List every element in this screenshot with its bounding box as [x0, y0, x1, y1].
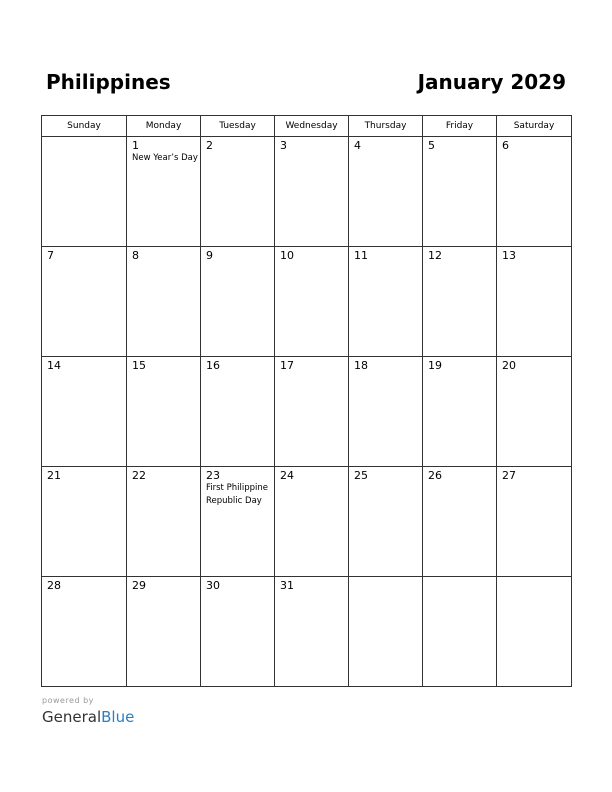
- week-row: [42, 577, 572, 687]
- day-number: 29: [132, 579, 146, 592]
- day-cell: [127, 577, 201, 687]
- day-number: 8: [132, 249, 139, 262]
- week-row: [42, 137, 572, 247]
- day-cell: [497, 467, 572, 577]
- calendar-header: [46, 70, 566, 100]
- day-number: 15: [132, 359, 146, 372]
- day-number: 11: [354, 249, 368, 262]
- day-number: 19: [428, 359, 442, 372]
- holiday-label: New Year’s Day: [132, 153, 198, 163]
- week-row: [42, 467, 572, 577]
- day-cell: [201, 577, 275, 687]
- day-number: 14: [47, 359, 61, 372]
- day-cell: [42, 357, 127, 467]
- day-cell: [127, 467, 201, 577]
- weekday-thursday: Thursday: [349, 116, 423, 137]
- day-number: 16: [206, 359, 220, 372]
- calendar-grid: [41, 115, 572, 687]
- day-number: 18: [354, 359, 368, 372]
- day-cell: [275, 467, 349, 577]
- day-cell: [497, 137, 572, 247]
- day-number: 20: [502, 359, 516, 372]
- day-cell: [423, 137, 497, 247]
- day-cell: [275, 577, 349, 687]
- day-number: 26: [428, 469, 442, 482]
- brand-name-part2: Blue: [101, 708, 135, 726]
- week-row: [42, 247, 572, 357]
- calendar-body: [42, 137, 572, 687]
- day-cell: [275, 137, 349, 247]
- weekday-saturday: Saturday: [497, 116, 572, 137]
- day-number: 7: [47, 249, 54, 262]
- day-number: 21: [47, 469, 61, 482]
- day-number: 31: [280, 579, 294, 592]
- day-cell: [349, 357, 423, 467]
- day-cell: [423, 357, 497, 467]
- powered-by-text: powered by: [42, 696, 94, 705]
- day-number: 4: [354, 139, 361, 152]
- weekday-tuesday: Tuesday: [201, 116, 275, 137]
- day-cell: [275, 357, 349, 467]
- day-cell: [127, 247, 201, 357]
- day-number: 24: [280, 469, 294, 482]
- footer-branding: [42, 696, 134, 726]
- day-number: 10: [280, 249, 294, 262]
- day-cell: [275, 247, 349, 357]
- day-cell: [201, 357, 275, 467]
- day-cell: [423, 467, 497, 577]
- day-cell: [349, 137, 423, 247]
- day-cell: [497, 577, 572, 687]
- day-number: 5: [428, 139, 435, 152]
- day-number: 6: [502, 139, 509, 152]
- day-number: 3: [280, 139, 287, 152]
- day-cell: [127, 357, 201, 467]
- day-number: 2: [206, 139, 213, 152]
- day-number: 12: [428, 249, 442, 262]
- day-number: 27: [502, 469, 516, 482]
- day-number: 25: [354, 469, 368, 482]
- day-number: 22: [132, 469, 146, 482]
- day-cell: [497, 357, 572, 467]
- brand-logo[interactable]: [42, 708, 134, 726]
- day-number: 28: [47, 579, 61, 592]
- day-number: 9: [206, 249, 213, 262]
- day-cell: [423, 247, 497, 357]
- day-cell: [349, 247, 423, 357]
- country-title: Philippines: [46, 70, 171, 94]
- day-cell: [201, 247, 275, 357]
- day-cell: [42, 137, 127, 247]
- day-cell: [201, 137, 275, 247]
- day-number: 13: [502, 249, 516, 262]
- brand-name-part1: General: [42, 708, 102, 726]
- month-title: January 2029: [417, 70, 566, 94]
- day-cell: [423, 577, 497, 687]
- day-cell: [127, 137, 201, 247]
- day-cell: [42, 467, 127, 577]
- day-cell: [201, 467, 275, 577]
- day-number: 17: [280, 359, 294, 372]
- day-cell: [349, 577, 423, 687]
- holiday-label: First Philippine Republic Day: [206, 483, 268, 506]
- weekday-wednesday: Wednesday: [275, 116, 349, 137]
- day-cell: [42, 577, 127, 687]
- day-cell: [497, 247, 572, 357]
- day-number: 1: [132, 139, 139, 152]
- weekday-header-row: [42, 116, 572, 137]
- weekday-sunday: Sunday: [42, 116, 127, 137]
- week-row: [42, 357, 572, 467]
- day-cell: [349, 467, 423, 577]
- weekday-friday: Friday: [423, 116, 497, 137]
- weekday-monday: Monday: [127, 116, 201, 137]
- day-cell: [42, 247, 127, 357]
- day-number: 23: [206, 469, 220, 482]
- day-number: 30: [206, 579, 220, 592]
